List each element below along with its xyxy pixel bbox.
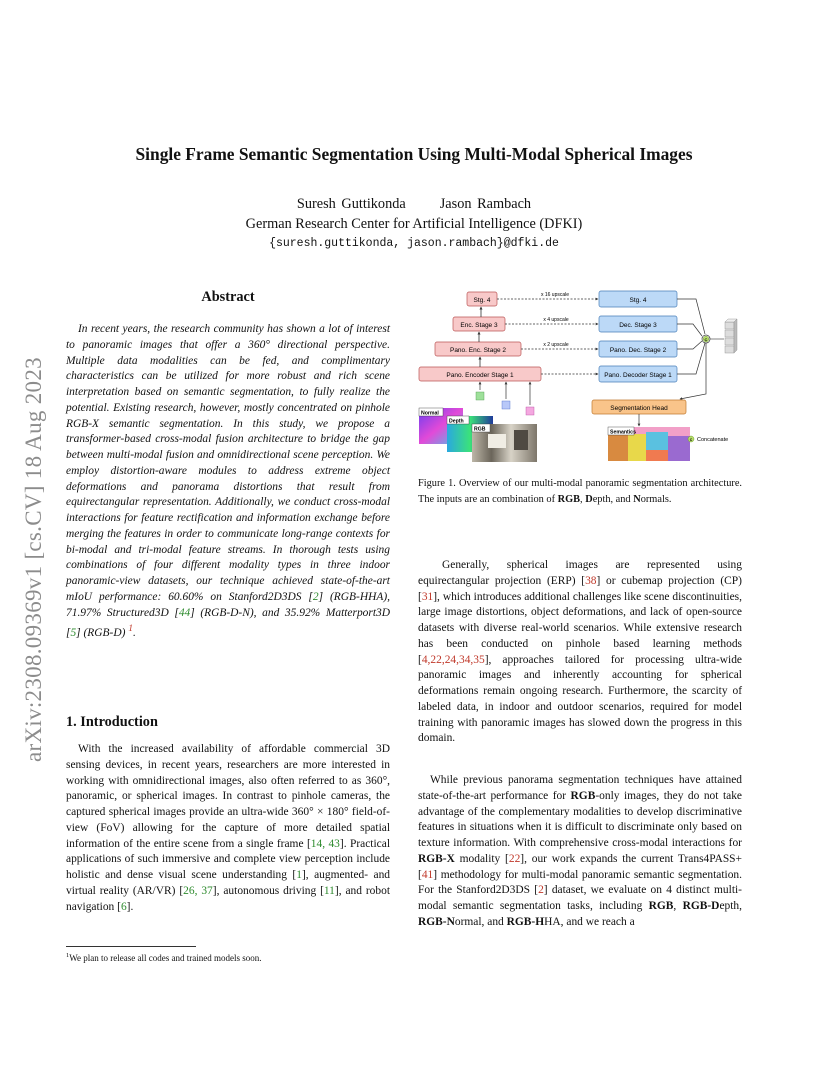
citation-link[interactable]: 4,22,24,34,35: [421, 653, 485, 666]
citation-link[interactable]: 26, 37: [183, 884, 213, 897]
concatenate-legend-label: Concatenate: [697, 437, 729, 443]
feature-stack-icon: [725, 319, 737, 353]
footnote-divider: [66, 946, 196, 947]
upscale-label: x 4 upscale: [543, 317, 569, 323]
body-paragraph: Generally, spherical images are represented using equirectangular projection (ERP) [38] or cubemap projection (CP) [31], which introduces additional challenges like scene discontinuities, large image distortions, object deformations, and lack of open-source datasets with diverse real-world scenarios. While extensive research has been conducted on pinhole based learning methods [4,22,24,34,35], approaches tailored for processing ultra-wide panoramic images and inherently accounting for spherical deformations remain ongoing research. Furthermore, the scarcity of labeled data, in indoor and outdoor scenarios, required for model training with panoramic images has slowed down the progress in this domain.: [418, 559, 742, 745]
architecture-diagram: [418, 284, 742, 468]
author-name: Jason Rambach: [439, 196, 532, 212]
figure-caption: Figure 1. Overview of our multi-modal panoramic segmentation architecture. The inputs are an combination of RGB, Depth, and Normals.: [418, 478, 742, 505]
citation-link[interactable]: 14, 43: [310, 837, 340, 850]
upscale-label: x 16 upscale: [540, 292, 570, 298]
author-list: [0, 196, 828, 213]
upscale-label: x 2 upscale: [543, 342, 569, 348]
citation-link[interactable]: 22: [508, 852, 521, 865]
decoder-stage-label: Pano. Dec. Stage 2: [609, 347, 667, 354]
decoder-stage-label: Stg. 4: [629, 297, 647, 304]
citation-link[interactable]: 44: [178, 606, 191, 619]
body-paragraph: While previous panorama segmentation techniques have attained state-of-the-art performance for RGB-only images, they do not take advantage of the complementary modalities to develop discriminative features in situations when it is difficult to discriminate only based on texture information. With comprehensive cross-modal interactions for RGB-X modality [22], our work expands the current Trans4PASS+ [41] methodology for multi-modal panoramic semantic segmentation. For the Stanford2D3DS [2] dataset, we evaluate on 4 distinct multi-modal semantic segmentation tasks, including RGB, RGB-Depth, RGB-Normal, and RGB-HHA, and we reach a: [418, 774, 742, 928]
citation-link[interactable]: 41: [421, 868, 434, 881]
citation-link[interactable]: 6: [120, 900, 127, 913]
svg-text:RGB: RGB: [474, 426, 486, 433]
semantics-label: Semantics: [610, 429, 636, 436]
citation-link[interactable]: 2: [312, 590, 319, 603]
citation-link[interactable]: 5: [70, 627, 77, 640]
encoder-stage-label: Pano. Encoder Stage 1: [446, 372, 514, 379]
encoder-stages: [419, 292, 541, 381]
arxiv-identifier: arXiv:2308.09369v1 [cs.CV] 18 Aug 2023: [21, 357, 46, 762]
paper-title: Single Frame Semantic Segmentation Using Multi-Modal Spherical Images: [135, 144, 693, 164]
author-email: {suresh.guttikonda, jason.rambach}@dfki.de: [269, 237, 559, 250]
decoder-stages: [599, 291, 677, 382]
intro-paragraph: With the increased availability of affordable commercial 3D sensing devices, in recent years, researchers are more interested in working with omnidirectional images, also often referred to as 360°, panoramic, or spherical images. In contrast to pinhole cameras, the captured spherical images provide an ultra-wide 360° × 180° field-of-view (FoV) allowing for the capture of more detailed spatial information of the entire scene from a single frame [14, 43]. Practical applications of such immersive and complete view perception include holistic and dense visual scene understanding [1], augmented- and virtual reality (AR/VR) [26, 37], autonomous driving [11], and robot navigation [6].: [66, 743, 391, 913]
segmentation-head-label: Segmentation Head: [610, 405, 668, 412]
author-name: Suresh Guttikonda: [296, 196, 406, 212]
input-rgb-image: [472, 424, 537, 462]
citation-link[interactable]: 11: [323, 884, 335, 897]
svg-text:Depth: Depth: [449, 418, 464, 425]
svg-text:C: C: [689, 438, 693, 442]
affiliation: German Research Center for Artificial Intelligence (DFKI): [245, 216, 583, 232]
citation-link[interactable]: 2: [538, 884, 544, 897]
citation-link[interactable]: 38: [585, 574, 597, 587]
section-heading-introduction: 1. Introduction: [66, 714, 158, 730]
semantics-output-image: [608, 427, 690, 461]
svg-text:Normal: Normal: [421, 410, 439, 417]
modality-cube-icons: [476, 392, 534, 415]
citation-link[interactable]: 31: [421, 590, 434, 603]
encoder-stage-label: Enc. Stage 3: [460, 322, 498, 329]
concat-symbol: C: [704, 337, 708, 342]
encoder-stage-label: Stg. 4: [473, 297, 491, 304]
footnote: $^1$We plan to release all codes and trained models soon.: [66, 952, 262, 963]
citation-link[interactable]: 1: [296, 869, 302, 881]
decoder-stage-label: Dec. Stage 3: [619, 322, 657, 329]
encoder-stage-label: Pano. Enc. Stage 2: [449, 347, 507, 354]
abstract-heading: Abstract: [201, 289, 255, 305]
decoder-stage-label: Pano. Decoder Stage 1: [604, 372, 672, 379]
abstract-text: In recent years, the research community has shown a lot of interest to panoramic images that offer a 360° directional perspective. Multiple data modalities can be fed, and complimentary characteristics can be utilized for more robust and rich scene interpretation based on semantic segmentation, to fully realize the potential. Existing research, however, mostly concentrated on pinhole RGB-X semantic segmentation. In this study, we propose a transformer-based cross-modal fusion architecture to bridge the gap between multi-modal fusion and omnidirectional scene perception. We employ distortion-aware modules to address extreme object deformations and panorama distortions that result from equirectangular representation. Additionally, we conduct cross-modal interactions for feature rectification and information exchange before merging the features in order to communicate long-range contexts for bi-modal and tri-modal feature streams. In thorough tests using combinations of four different modality types in three indoor panoramic-view datasets, our technique achieved state-of-the-art mIoU performance: 60.60% on Stanford2D3DS [2] (RGB-HHA), 71.97% Structured3D [44] (RGB-D-N), and 35.92% Matterport3D [5] (RGB-D) $^1$.: [66, 323, 391, 640]
footnote-marker[interactable]: 1: [128, 623, 134, 635]
